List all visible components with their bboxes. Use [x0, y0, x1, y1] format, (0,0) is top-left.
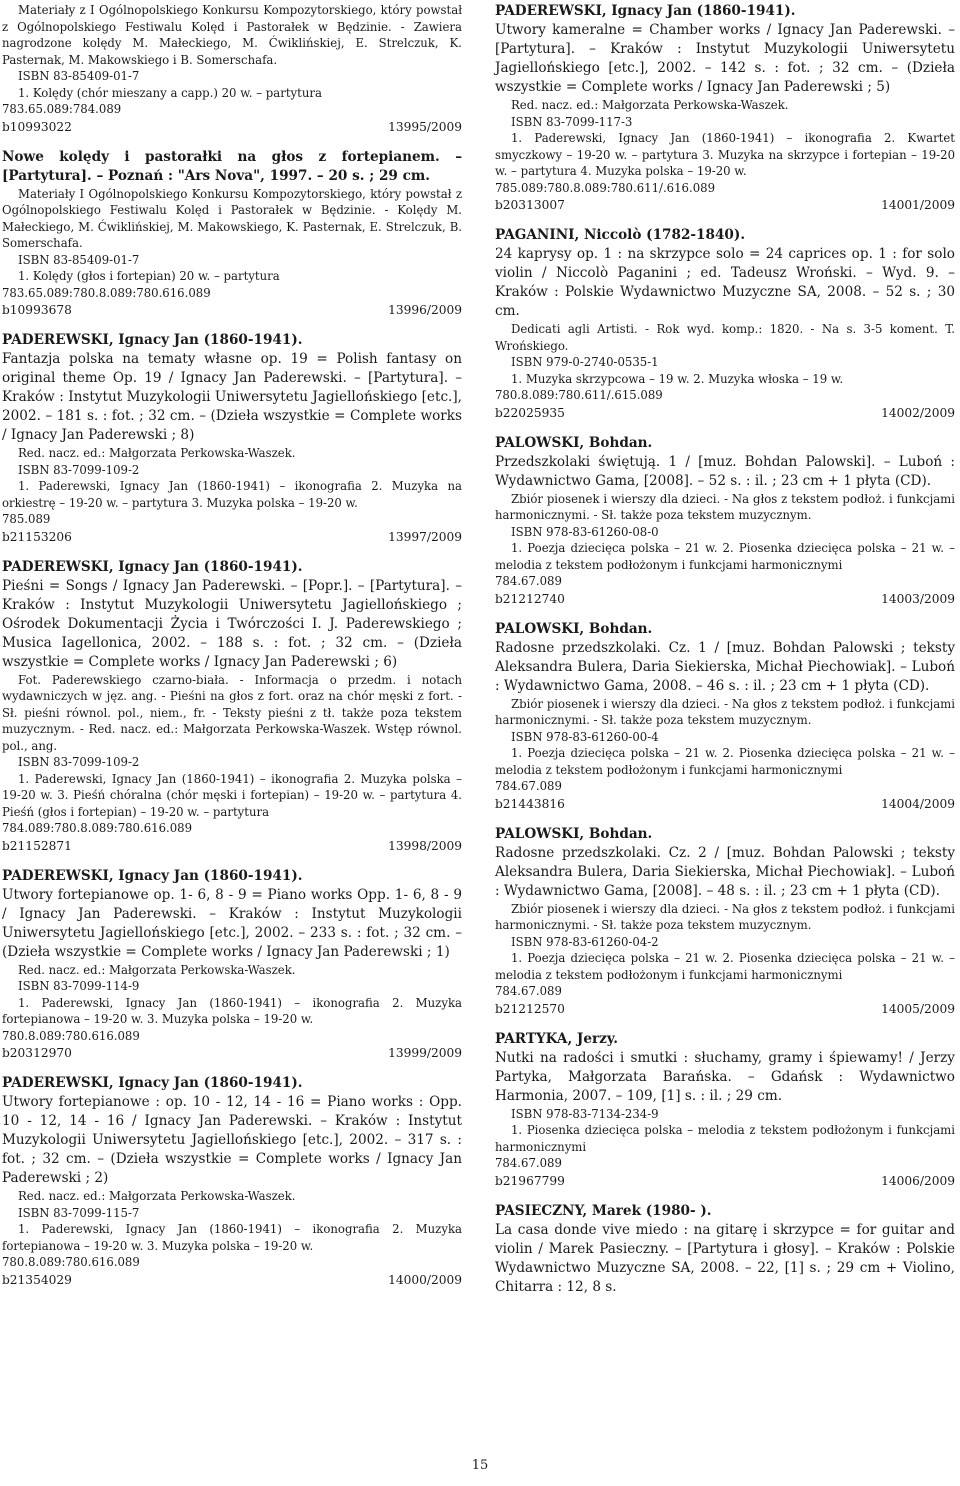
entry-note: 1. Paderewski, Ignacy Jan (1860-1941) – ikonografia 2. Muzyka na orkiestrę – 19-20 w. – partytura 3. Muzyka polska – 19-20 w. [2, 479, 462, 510]
catalog-entry [2, 867, 462, 1064]
entry-note: 1. Piosenka dziecięca polska – melodia z tekstem podłożonym i funkcjami harmonicznymi [495, 1123, 955, 1154]
entry-author: PALOWSKI, Bohdan. [495, 620, 653, 637]
entry-author: PADEREWSKI, Ignacy Jan (1860-1941). [2, 867, 303, 884]
record-id-row [495, 404, 955, 423]
entry-description: Pieśni = Songs / Ignacy Jan Paderewski. – [Popr.]. – [Partytura]. – Kraków : Instytut Muzykologii Uniwersytetu Jagiellońskiego ; Ośrodek Dokumentacji Życia i Twórczości I. J. Paderewskiego ; Musica Iagellonica, 2002. – 188 s. : fot. ; 32 cm. – (Dzieła wszystkie = Complete works / Ignacy Jan Paderewski ; 6) [2, 577, 462, 670]
entry-description: Utwory fortepianowe op. 1- 6, 8 - 9 = Piano works Opp. 1- 6, 8 - 9 / Ignacy Jan Paderewski. – Kraków : Instytut Muzykologii Uniwersytetu Jagiellońskiego [etc.], 2002. – 233 s. : fot. ; 32 cm. – (Dzieła wszystkie = Complete works / Ignacy Jan Paderewski ; 1) [2, 886, 462, 960]
record-id-row [2, 301, 462, 320]
entry-note: 1. Paderewski, Ignacy Jan (1860-1941) – ikonografia 2. Muzyka polska – 19-20 w. 3. Pieśń chóralna (chór męski i fortepian) – 19-20 w. – partytura 4. Pieśń (głos i fortepian) – 19-20 w. – partytura [2, 771, 462, 819]
right-entries [495, 2, 955, 1297]
entry-description: Nutki na radości i smutki : słuchamy, gramy i śpiewamy! / Jerzy Partyka, Małgorzata Barańska. – Gdańsk : Wydawnictwo Harmonia, 2007. – 109, [1] s. : il. ; 29 cm. [495, 1049, 955, 1104]
catalog-entry [495, 1030, 955, 1191]
classification: 784.67.089 [495, 779, 562, 793]
entry-description: Przedszkolaki świętują. 1 / [muz. Bohdan Palowski]. – Luboń : Wydawnictwo Gama, [2008]. – 52 s. : il. ; 23 cm + 1 płyta (CD). [495, 453, 955, 489]
catalog-entry [495, 825, 955, 1019]
entry-number: 14002/2009 [881, 405, 955, 420]
entry-note: 1. Poezja dziecięca polska – 21 w. 2. Piosenka dziecięca polska – 21 w. – melodia z tekstem podłożonym i funkcjami harmonicznymi [495, 541, 955, 572]
entry-author: PALOWSKI, Bohdan. [495, 825, 653, 842]
classification: 780.8.089:780.611/.615.089 [495, 388, 663, 402]
entry-description: Fantazja polska na tematy własne op. 19 = Polish fantasy on original theme Op. 19 / Ignacy Jan Paderewski. – [Partytura]. – Kraków : Instytut Muzykologii Uniwersytetu Jagiellońskiego [etc.], 2002. – 181 s. : fot. ; 32 cm. – (Dzieła wszystkie = Complete works / Ignacy Jan Paderewski ; 8) [2, 351, 462, 443]
entry-note: ISBN 83-7099-114-9 [18, 979, 140, 993]
entry-note: 1. Muzyka skrzypcowa – 19 w. 2. Muzyka włoska – 19 w. [511, 371, 844, 386]
entry-description: La casa donde vive miedo : na gitarę i skrzypce = for guitar and violin / Marek Pasieczny. – [Partytura i głosy]. – Kraków : Polskie Wydawnictwo Muzyczne SA, 2008. – 22, [1] s. ; 29 cm + Violino, Chitarra : 12, 8 s. [495, 1221, 955, 1295]
entry-author: PADEREWSKI, Ignacy Jan (1860-1941). [495, 3, 796, 19]
entry-note: ISBN 978-83-61260-04-2 [511, 934, 659, 949]
entry-note: 1. Poezja dziecięca polska – 21 w. 2. Piosenka dziecięca polska – 21 w. – melodia z tekstem podłożonym i funkcjami harmonicznymi [495, 746, 955, 777]
catalog-entry [495, 1202, 955, 1297]
entry-description: 24 kaprysy op. 1 : na skrzypce solo = 24 caprices op. 1 : for solo violin / Niccolò Paganini ; ed. Tadeusz Wroński. – Wyd. 9. – Kraków : Polskie Wydawnictwo Muzyczne SA, 2008. – 52 s. ; 30 cm. [495, 246, 955, 319]
classification: 785.089 [2, 512, 51, 526]
entry-note: Zbiór piosenek i wierszy dla dzieci. - Na głos z tekstem podłoż. i funkcjami harmonicznymi. - Sł. także poza tekstem muzycznym. [495, 696, 955, 727]
entry-author: PADEREWSKI, Ignacy Jan (1860-1941). [2, 1075, 303, 1091]
entry-author: PADEREWSKI, Ignacy Jan (1860-1941). [2, 558, 303, 575]
record-id-row [2, 1271, 462, 1290]
entry-description: Utwory kameralne = Chamber works / Ignacy Jan Paderewski. – [Partytura]. – Kraków : Instytut Muzykologii Uniwersytetu Jagiellońskiego [etc.], 2002. – 142 s. : fot. ; 32 cm. – (Dzieła wszystkie = Complete works / Ignacy Jan Paderewski ; 5) [495, 22, 955, 95]
entry-note: 1. Poezja dziecięca polska – 21 w. 2. Piosenka dziecięca polska – 21 w. – melodia z tekstem podłożonym i funkcjami harmonicznymi [495, 951, 955, 982]
entry-note: Zbiór piosenek i wierszy dla dzieci. - Na głos z tekstem podłoż. i funkcjami harmonicznymi. - Sł. także poza tekstem muzycznym. [495, 901, 955, 932]
record-number: b20312970 [2, 1046, 72, 1060]
entry-note: ISBN 978-83-7134-234-9 [511, 1106, 659, 1121]
catalog-entry [2, 1074, 462, 1290]
entry-number: 14005/2009 [881, 1001, 955, 1016]
entry-note: Materiały I Ogólnopolskiego Konkursu Kompozytorskiego, który powstał z Ogólnopolskiego Festiwalu Kolęd i Pastorałek w Będzinie. - Kolędy M. Małeckiego, M. Ćwiklińskiej, M. Makowskiego, K. Pasternak, E. Strelczuk, B. Somerschafa. [2, 186, 462, 250]
classification: 780.8.089:780.616.089 [2, 1028, 140, 1043]
entry-author: PASIECZNY, Marek (1980- ). [495, 1202, 712, 1219]
isbn: ISBN 83-85409-01-7 [18, 69, 140, 83]
entry-description: Radosne przedszkolaki. Cz. 2 / [muz. Bohdan Palowski ; teksty Aleksandra Bulera, Daria Siekierska, Michał Piechowiak]. – Luboń : Wydawnictwo Gama, [2008]. – 48 s. : il. ; 23 cm + 1 płyta (CD). [495, 844, 955, 899]
entry-number: 13999/2009 [388, 1046, 462, 1060]
entry-note: ISBN 83-7099-109-2 [18, 462, 140, 477]
catalog-entry [2, 331, 462, 547]
record-id-row [495, 1172, 955, 1191]
record-id-row [2, 528, 462, 547]
entry-note: ISBN 978-83-61260-08-0 [511, 524, 659, 539]
entry-number: 13997/2009 [388, 529, 462, 544]
entry-number: 14006/2009 [881, 1173, 955, 1188]
classification: 784.67.089 [495, 984, 562, 998]
record-id-row [495, 590, 955, 609]
entry-number: 14000/2009 [388, 1272, 462, 1287]
left-column [2, 2, 462, 1301]
record-number: b10993678 [2, 303, 72, 317]
catalog-entry [2, 558, 462, 856]
entry-number: 14001/2009 [881, 198, 955, 212]
classification: 785.089:780.8.089:780.611/.616.089 [495, 180, 716, 195]
classification: 784.089:780.8.089:780.616.089 [2, 821, 193, 835]
classification: 784.67.089 [495, 574, 562, 588]
page-number: 15 [471, 1458, 489, 1473]
catalog-entry [495, 2, 955, 215]
entry-note: ISBN 83-7099-117-3 [511, 114, 633, 129]
left-entries [2, 148, 462, 1290]
entry-note: ISBN 978-83-61260-00-4 [511, 729, 659, 744]
classification: 784.67.089 [495, 1156, 562, 1170]
record-id-row [2, 1044, 462, 1063]
catalog-entry [495, 620, 955, 814]
right-column [495, 2, 955, 1297]
record-number: b20313007 [495, 198, 565, 212]
classification: 783.65.089:784.089 [2, 102, 122, 116]
record-id-row [495, 795, 955, 814]
entry-note: 1. Paderewski, Ignacy Jan (1860-1941) – ikonografia 2. Muzyka fortepianowa – 19-20 w. 3. Muzyka polska – 19-20 w. [2, 995, 462, 1026]
entry-note: Red. nacz. ed.: Małgorzata Perkowska-Waszek. [18, 1189, 296, 1203]
entry-note: Red. nacz. ed.: Małgorzata Perkowska-Waszek. [18, 962, 296, 977]
record-id-row [495, 196, 955, 215]
record-number: b21967799 [495, 1173, 565, 1188]
record-number: b21443816 [495, 796, 565, 811]
record-number: b21212570 [495, 1001, 565, 1016]
record-id-row [2, 118, 462, 137]
entry-description: Radosne przedszkolaki. Cz. 1 / [muz. Bohdan Palowski ; teksty Aleksandra Bulera, Daria Siekierska, Michał Piechowiak]. – Luboń : Wydawnictwo Gama, 2008. – 46 s. : il. ; 23 cm + 1 płyta (CD). [495, 639, 955, 694]
entry-note: 1. Paderewski, Ignacy Jan (1860-1941) – ikonografia 2. Muzyka fortepianowa – 19-20 w. 3. Muzyka polska – 19-20 w. [2, 1222, 462, 1253]
record-id-row [2, 837, 462, 856]
entry-author: PARTYKA, Jerzy. [495, 1030, 618, 1047]
classification: 780.8.089:780.616.089 [2, 1255, 140, 1269]
entry-number: 13995/2009 [388, 119, 462, 134]
record-number: b21153206 [2, 529, 72, 544]
record-number: b21152871 [2, 838, 72, 853]
entry-description: Utwory fortepianowe : op. 10 - 12, 14 - 16 = Piano works : Opp. 10 - 12, 14 - 16 / Ignacy Jan Paderewski. – Kraków : Instytut Muzykologii Uniwersytetu Jagiellońskiego [etc.], 2002. – 317 s. : fot. ; 32 cm. – (Dzieła wszystkie = Complete works / Ignacy Jan Paderewski ; 2) [2, 1094, 462, 1186]
entry-note: Fot. Paderewskiego czarno-biała. - Informacja o przedm. i notach wydawniczych w jęz. ang. - Pieśni na głos z fort. oraz na chór męski z fort. - Sł. pieśni równol. pol., niem., fr. - Teksty pieśni z tł. także poza tekstem muzycznym. - Red. nacz. ed.: Małgorzata Perkowska-Waszek. Wstęp równol. pol., ang. [2, 672, 462, 753]
catalog-entry [495, 226, 955, 423]
record-id-row [495, 1000, 955, 1019]
entry-note: Red. nacz. ed.: Małgorzata Perkowska-Waszek. [18, 446, 296, 460]
record-number: b21354029 [2, 1272, 72, 1287]
entry-note: Red. nacz. ed.: Małgorzata Perkowska-Waszek. [511, 98, 789, 112]
entry-number: 14004/2009 [881, 796, 955, 811]
entry-note: Dedicati agli Artisti. - Rok wyd. komp.: 1820. - Na s. 3-5 koment. T. Wrońskiego. [495, 322, 955, 353]
entry-author: PALOWSKI, Bohdan. [495, 434, 653, 451]
entry-note: 1. Kolędy (głos i fortepian) 20 w. – partytura [18, 269, 280, 283]
entry-author: PAGANINI, Niccolò (1782-1840). [495, 227, 746, 243]
entry-note: Zbiór piosenek i wierszy dla dzieci. - Na głos z tekstem podłoż. i funkcjami harmonicznymi. - Sł. także poza tekstem muzycznym. [495, 491, 955, 522]
entry-number: 13998/2009 [388, 838, 462, 853]
entry-note: 1. Paderewski, Ignacy Jan (1860-1941) – ikonografia 2. Kwartet smyczkowy – 19-20 w. – partytura 3. Muzyka na skrzypce i fortepian – 19-20 w. – partytura 4. Muzyka polska – 19-20 w. [495, 131, 955, 178]
record-number: b10993022 [2, 119, 72, 134]
entry-number: 14003/2009 [881, 591, 955, 606]
continued-entry [2, 2, 462, 137]
record-number: b22025935 [495, 405, 565, 420]
entry-author: PADEREWSKI, Ignacy Jan (1860-1941). [2, 332, 303, 348]
entry-note: ISBN 83-85409-01-7 [18, 252, 140, 267]
record-number: b21212740 [495, 591, 565, 606]
subject-headings: 1. Kolędy (chór mieszany a capp.) 20 w. – partytura [18, 85, 322, 100]
entry-description: Nowe kolędy i pastorałki na głos z fortepianem. – [Partytura]. – Poznań : "Ars Nova", 1997. – 20 s. ; 29 cm. [2, 148, 462, 184]
entry-note: Materiały z I Ogólnopolskiego Konkursu Kompozytorskiego, który powstał z Ogólnopolskiego Festiwalu Kolęd i Pastorałek w Będzinie. - Zawiera nagrodzone kolędy M. Małeckiego, M. Ćwiklińskiej, E. Strelczuk, K. Pasternak, M. Makowskiego i B. Somerschafa. [2, 3, 462, 67]
entry-number: 13996/2009 [388, 303, 462, 317]
catalog-entry [495, 434, 955, 609]
entry-note: ISBN 979-0-2740-0535-1 [511, 355, 659, 369]
entry-note: ISBN 83-7099-109-2 [18, 755, 140, 769]
catalog-entry [2, 148, 462, 321]
classification: 783.65.089:780.8.089:780.616.089 [2, 285, 211, 300]
entry-note: ISBN 83-7099-115-7 [18, 1205, 140, 1220]
